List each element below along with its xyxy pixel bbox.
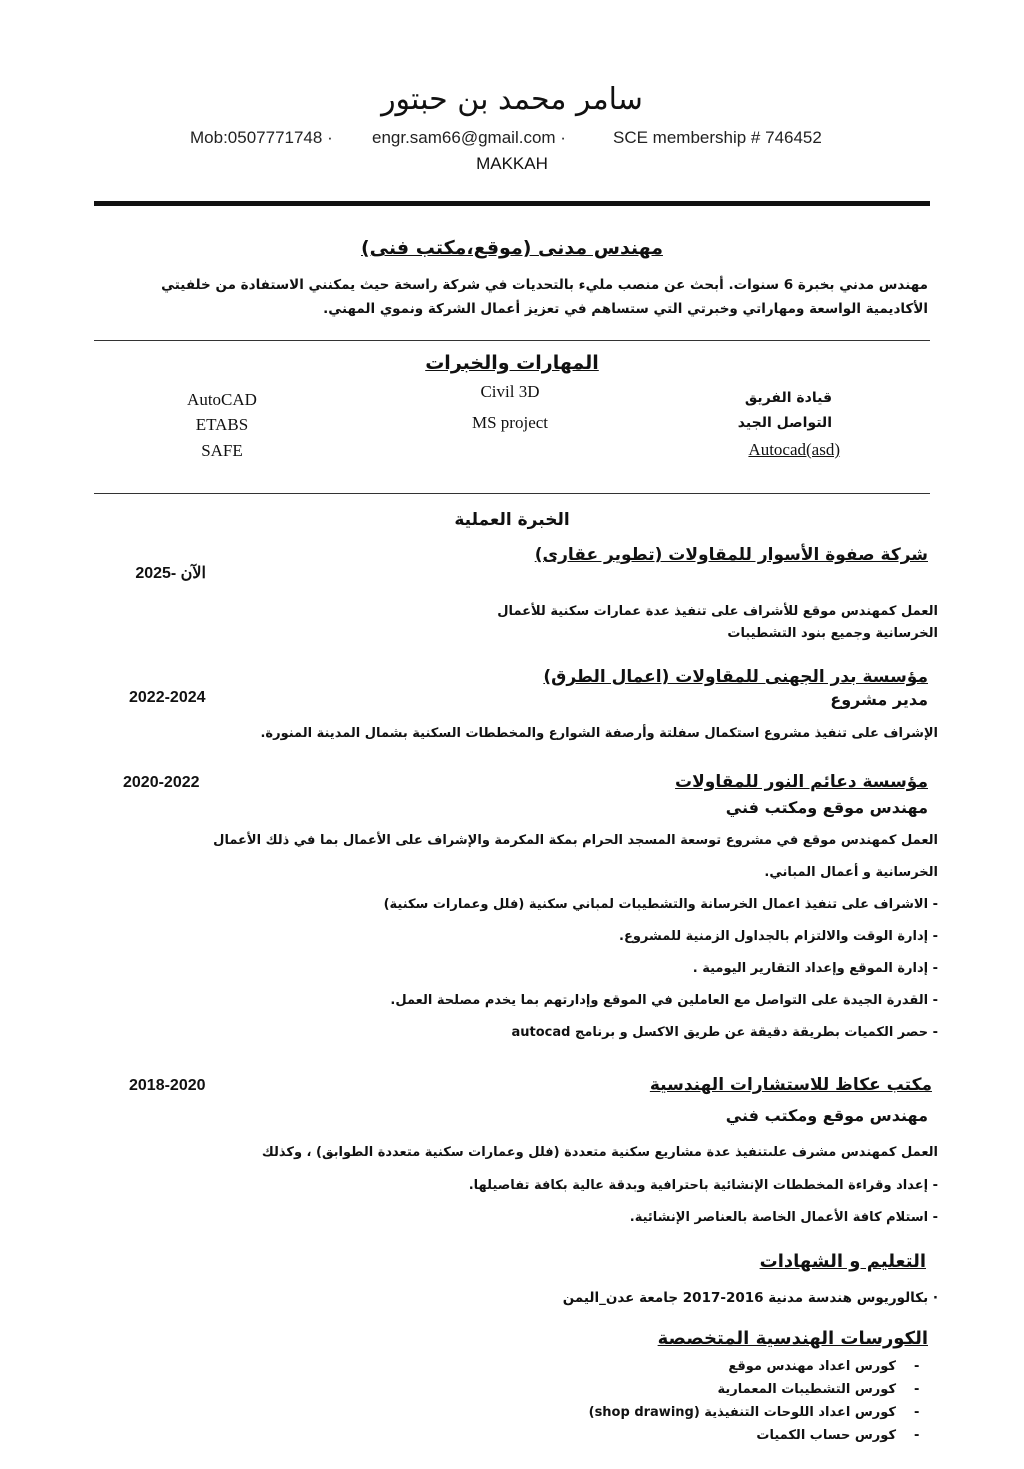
job-description: الإشراف على تنفيذ مشروع استكمال سفلتة وأرصفة الشوارع والمخططات السكنية بشمال المدينة المنورة. bbox=[260, 726, 938, 741]
candidate-name: سامر محمد بن حبتور bbox=[381, 82, 643, 117]
section-divider bbox=[94, 493, 930, 494]
job-description: الخرسانية وجميع بنود التشطيبات bbox=[727, 626, 938, 641]
job-bullet: - إدارة الموقع وإعداد التقارير اليومية . bbox=[692, 961, 938, 976]
objective-line-2: الأكاديمية الواسعة ومهاراتي وخبرتي التي ستساهم في تعزيز أعمال الشركة ونموي المهني. bbox=[323, 301, 928, 317]
skills-title: المهارات والخبرات bbox=[425, 352, 599, 374]
job-role: مهندس موقع ومكتب فني bbox=[725, 798, 928, 817]
company-name: مؤسسة دعائم النور للمقاولات bbox=[675, 772, 928, 792]
course-dash: - bbox=[914, 1405, 920, 1420]
education-item: · بكالوريوس هندسة مدنية 2016-2017 جامعة عدن_اليمن bbox=[562, 1290, 938, 1306]
job-bullet: - القدرة الجيدة على التواصل مع العاملين في الموقع وإدارتهم بما يخدم مصلحة العمل. bbox=[390, 993, 938, 1008]
skill-item: ETABS bbox=[195, 415, 249, 434]
course-item: كورس حساب الكميات bbox=[756, 1428, 896, 1443]
job-bullet: - إعداد وقراءة المخططات الإنشائية باحترافية وبدقة عالية بكافة تفاصيلها. bbox=[468, 1178, 938, 1193]
course-dash: - bbox=[914, 1359, 920, 1374]
skill-item: التواصل الجيد bbox=[737, 415, 832, 431]
course-dash: - bbox=[914, 1382, 920, 1397]
job-bullet: - إدارة الوقت والالتزام بالجداول الزمنية للمشروع. bbox=[619, 929, 938, 944]
course-item: كورس اعداد اللوحات التنفيذية (shop drawing) bbox=[588, 1405, 896, 1420]
course-item: كورس التشطيبات المعمارية bbox=[717, 1382, 896, 1397]
city: MAKKAH bbox=[476, 154, 548, 173]
job-description: العمل كمهندس موقع في مشروع توسعة المسجد الحرام بمكة المكرمة والإشراف على الأعمال بما في ذلك الأعمال bbox=[213, 833, 938, 848]
job-date: الآن -2025 bbox=[135, 565, 206, 582]
skill-item: قيادة الفريق bbox=[744, 390, 832, 406]
header-divider bbox=[94, 201, 930, 206]
job-bullet: - استلام كافة الأعمال الخاصة بالعناصر الإنشائية. bbox=[629, 1210, 938, 1225]
job-description: العمل كمهندس مشرف علىتنفيذ عدة مشاريع سكنية متعددة (فلل وعمارات سكنية متعددة الطوابق) ، وكذلك bbox=[261, 1145, 938, 1160]
job-date: 2022-2024 bbox=[129, 689, 206, 706]
job-date: 2018-2020 bbox=[129, 1077, 206, 1094]
company-name: شركة صفوة الأسوار للمقاولات (تطوير عقارى) bbox=[534, 545, 928, 565]
objective-line-1: مهندس مدني بخبرة 6 سنوات. أبحث عن منصب مليء بالتحديات في شركة راسخة حيث يمكنني الاستفادة من خلفيتي bbox=[161, 277, 928, 293]
job-description: الخرسانية و أعمال المباني. bbox=[764, 865, 938, 880]
job-date: 2020-2022 bbox=[123, 774, 200, 791]
job-role: مدير مشروع bbox=[830, 690, 928, 709]
skill-item: AutoCAD bbox=[187, 390, 257, 409]
education-title: التعليم و الشهادات bbox=[759, 1251, 926, 1272]
course-dash: - bbox=[914, 1428, 920, 1443]
job-role: مهندس موقع ومكتب فني bbox=[725, 1106, 928, 1125]
email-address: engr.sam66@gmail.com · bbox=[372, 128, 566, 147]
job-description: العمل كمهندس موقع للأشراف على تنفيذ عدة عمارات سكنية للأعمال bbox=[497, 604, 938, 619]
skill-item: Civil 3D bbox=[480, 382, 540, 401]
skill-item: MS project bbox=[471, 413, 549, 432]
company-name: مؤسسة بدر الجهنى للمقاولات (اعمال الطرق) bbox=[543, 667, 928, 687]
courses-title: الكورسات الهندسية المتخصصة bbox=[657, 1328, 928, 1349]
membership-number: SCE membership # 746452 bbox=[613, 128, 822, 147]
mobile-number: Mob:0507771748 · bbox=[190, 128, 333, 147]
objective-title: مهندس مدنى (موقع،مكتب فنى) bbox=[361, 237, 663, 259]
course-item: كورس اعداد مهندس موقع bbox=[728, 1359, 896, 1374]
experience-title: الخبرة العملية bbox=[454, 510, 570, 530]
job-bullet: - حصر الكميات بطريقة دقيقة عن طريق الاكسل و برنامج autocad bbox=[511, 1025, 938, 1040]
job-bullet: - الاشراف على تنفيذ اعمال الخرسانة والتشطيبات لمباني سكنية (فلل وعمارات سكنية) bbox=[383, 897, 938, 912]
skill-item: SAFE bbox=[201, 441, 243, 460]
skill-item: Autocad(asd) bbox=[748, 440, 840, 459]
section-divider bbox=[94, 340, 930, 341]
company-name: مكتب عكاظ للاستشارات الهندسية bbox=[649, 1075, 932, 1095]
